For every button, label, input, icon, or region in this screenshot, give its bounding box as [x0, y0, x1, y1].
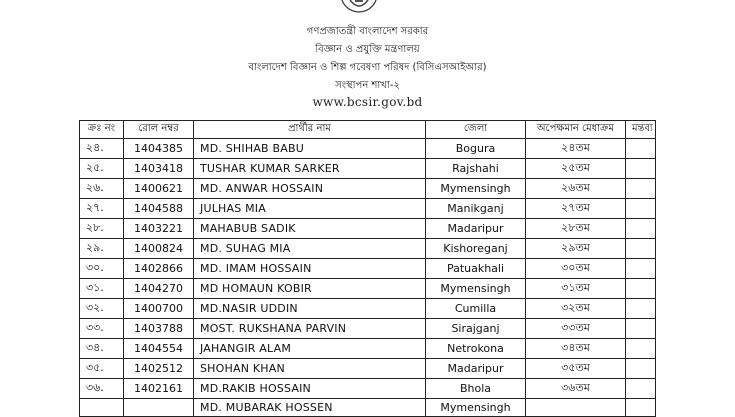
remarks-cell	[626, 339, 656, 359]
serial-cell	[80, 399, 124, 417]
table-row	[80, 339, 656, 359]
merit-cell: ২৬তম	[526, 179, 626, 199]
header-remarks: মন্তব্য	[626, 121, 656, 139]
merit-cell: ৩০তম	[526, 259, 626, 279]
table-row	[80, 219, 656, 239]
name-cell: MD. IMAM HOSSAIN	[194, 259, 426, 279]
roll-cell: 1400621	[124, 179, 194, 199]
district-cell: Bogura	[426, 139, 526, 159]
district-cell: Patuakhali	[426, 259, 526, 279]
merit-cell: ৩৫তম	[526, 359, 626, 379]
remarks-cell	[626, 159, 656, 179]
serial-cell: ২৭.	[80, 199, 124, 219]
merit-cell: ৩৪তম	[526, 339, 626, 359]
roll-cell: 1402512	[124, 359, 194, 379]
table-header-row	[80, 121, 656, 139]
roll-cell: 1402161	[124, 379, 194, 399]
website-link[interactable]: www.bcsir.gov.bd	[312, 95, 423, 109]
name-cell: MD HOMAUN KOBIR	[194, 279, 426, 299]
merit-cell: ২৮তম	[526, 219, 626, 239]
section-title: সংস্থাপন শাখা-২	[335, 80, 400, 91]
table-row	[80, 199, 656, 219]
remarks-cell	[626, 259, 656, 279]
roll-cell: 1402866	[124, 259, 194, 279]
district-cell: Manikganj	[426, 199, 526, 219]
serial-cell: ২৮.	[80, 219, 124, 239]
table-row	[80, 139, 656, 159]
table-row	[80, 379, 656, 399]
table-row	[80, 239, 656, 259]
remarks-cell	[626, 279, 656, 299]
remarks-cell	[626, 359, 656, 379]
district-cell: Mymensingh	[426, 179, 526, 199]
remarks-cell	[626, 299, 656, 319]
name-cell: SHOHAN KHAN	[194, 359, 426, 379]
header-merit: অপেক্ষমান মেধাক্রম	[526, 121, 626, 139]
merit-cell: ২৯তম	[526, 239, 626, 259]
merit-cell: ৩১তম	[526, 279, 626, 299]
district-cell: Madaripur	[426, 359, 526, 379]
serial-cell: ৩৪.	[80, 339, 124, 359]
name-cell: MOST. RUKSHANA PARVIN	[194, 319, 426, 339]
merit-cell	[526, 399, 626, 417]
serial-cell: ২৯.	[80, 239, 124, 259]
district-cell: Sirajganj	[426, 319, 526, 339]
remarks-cell	[626, 219, 656, 239]
serial-cell: ৩৬.	[80, 379, 124, 399]
remarks-cell	[626, 399, 656, 417]
serial-cell: ২৬.	[80, 179, 124, 199]
district-cell: Rajshahi	[426, 159, 526, 179]
table-row	[80, 159, 656, 179]
serial-cell: ২৪.	[80, 139, 124, 159]
merit-cell: ২৪তম	[526, 139, 626, 159]
organization-title: বাংলাদেশ বিজ্ঞান ও শিল্প গবেষণা পরিষদ (বিসিএসআইআর)	[248, 62, 487, 73]
header-roll: রোল নম্বর	[124, 121, 194, 139]
remarks-cell	[626, 239, 656, 259]
roll-cell: 1404270	[124, 279, 194, 299]
merit-cell: ২৫তম	[526, 159, 626, 179]
merit-cell: ২৭তম	[526, 199, 626, 219]
name-cell: MD. SUHAG MIA	[194, 239, 426, 259]
merit-cell: ৩৩তম	[526, 319, 626, 339]
name-cell: MD. SHIHAB BABU	[194, 139, 426, 159]
serial-cell: ৩০.	[80, 259, 124, 279]
serial-cell: ৩৩.	[80, 319, 124, 339]
remarks-cell	[626, 139, 656, 159]
table-row	[80, 179, 656, 199]
table-row	[80, 259, 656, 279]
remarks-cell	[626, 179, 656, 199]
remarks-cell	[626, 319, 656, 339]
table-row	[80, 399, 656, 417]
district-cell: Bhola	[426, 379, 526, 399]
name-cell: MAHABUB SADIK	[194, 219, 426, 239]
name-cell: MD.NASIR UDDIN	[194, 299, 426, 319]
table-row	[80, 359, 656, 379]
serial-cell: ৩৫.	[80, 359, 124, 379]
name-cell: JAHANGIR ALAM	[194, 339, 426, 359]
remarks-cell	[626, 379, 656, 399]
merit-cell: ৩৬তম	[526, 379, 626, 399]
roll-cell: 1403221	[124, 219, 194, 239]
merit-cell: ৩২তম	[526, 299, 626, 319]
government-title: গণপ্রজাতন্ত্রী বাংলাদেশ সরকার	[306, 26, 429, 37]
table-row	[80, 279, 656, 299]
district-cell: Madaripur	[426, 219, 526, 239]
roll-cell: 1400700	[124, 299, 194, 319]
roll-cell: 1404385	[124, 139, 194, 159]
name-cell: JULHAS MIA	[194, 199, 426, 219]
remarks-cell	[626, 199, 656, 219]
district-cell: Netrokona	[426, 339, 526, 359]
roll-cell	[124, 399, 194, 417]
district-cell: Mymensingh	[426, 279, 526, 299]
name-cell: TUSHAR KUMAR SARKER	[194, 159, 426, 179]
table-row	[80, 299, 656, 319]
serial-cell: ৩২.	[80, 299, 124, 319]
district-cell: Cumilla	[426, 299, 526, 319]
header-name: প্রার্থীর নাম	[194, 121, 426, 139]
table-row	[80, 319, 656, 339]
ministry-title: বিজ্ঞান ও প্রযুক্তি মন্ত্রণালয়	[315, 44, 420, 55]
district-cell: Mymensingh	[426, 399, 526, 417]
roll-cell: 1400824	[124, 239, 194, 259]
header-serial: ক্রঃ নং	[80, 121, 124, 139]
waiting-list-table	[79, 120, 656, 417]
name-cell: MD. MUBARAK HOSSEN	[194, 399, 426, 417]
serial-cell: ৩১.	[80, 279, 124, 299]
header-district: জেলা	[426, 121, 526, 139]
roll-cell: 1403788	[124, 319, 194, 339]
roll-cell: 1403418	[124, 159, 194, 179]
serial-cell: ২৫.	[80, 159, 124, 179]
government-seal-icon	[338, 0, 380, 16]
name-cell: MD.RAKIB HOSSAIN	[194, 379, 426, 399]
roll-cell: 1404588	[124, 199, 194, 219]
roll-cell: 1404554	[124, 339, 194, 359]
district-cell: Kishoreganj	[426, 239, 526, 259]
name-cell: MD. ANWAR HOSSAIN	[194, 179, 426, 199]
